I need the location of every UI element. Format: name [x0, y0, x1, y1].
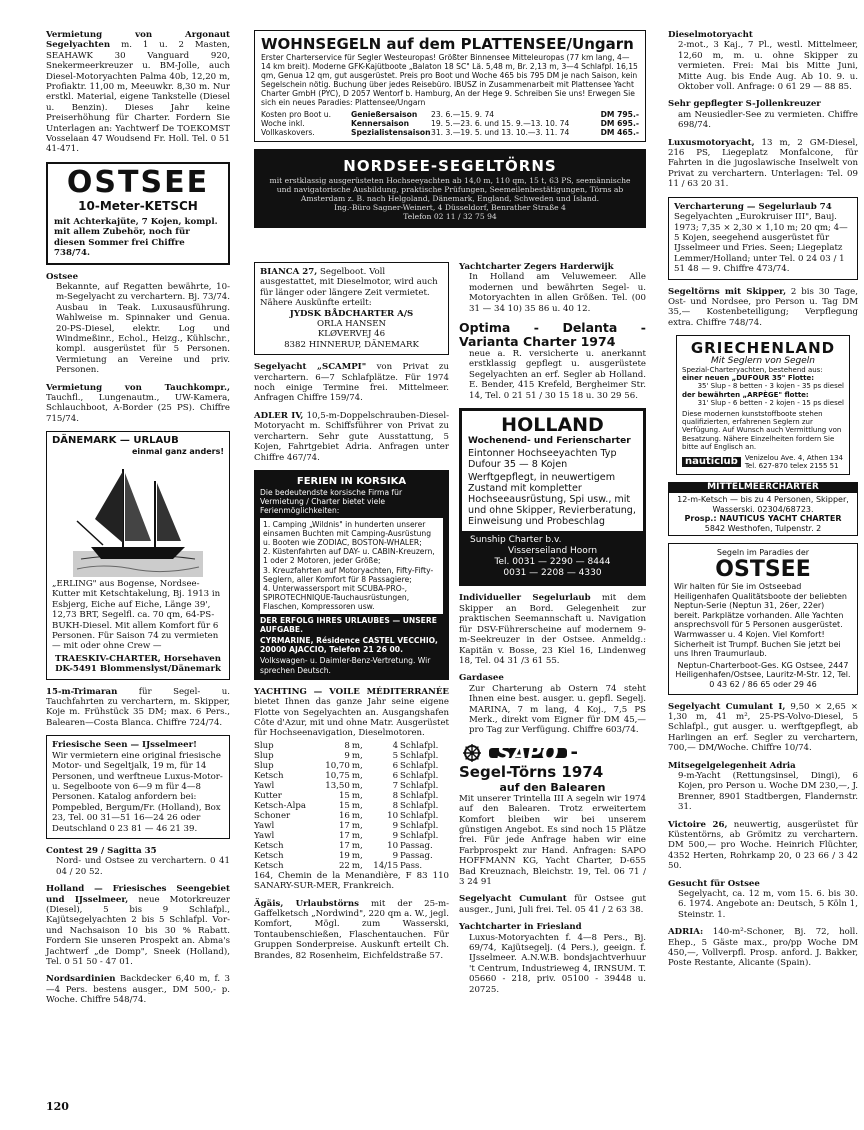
ad-lead: Gardasee: [459, 673, 504, 684]
ad-lead: Victoire 26,: [668, 819, 728, 830]
yacht-table-cell: 13,50: [325, 780, 350, 791]
ad-firm: CYRMARINE, Résidence CASTEL VECCHIO, 20000 AJACCIO, Telefon 21 26 00.: [260, 635, 438, 655]
ostsee-ketsch-ad: [46, 162, 230, 265]
price: DM 465.-: [600, 128, 639, 137]
price: DM 795.-: [600, 110, 639, 119]
ad-text: Zur Charterung ab Ostern 74 steht Ihnen eine best. ausger. u. gepfl. Segelj. MARINA, 7 m lang, 4 Koj., 7,5 PS Merk., direkt vom Eigner für DM 45,— pro Tag zur Verfügung. Chiffre 603/74.: [469, 683, 646, 736]
ad-text: 9-m-Yacht (Rettungsinsel, Dingi), 6 Kojen, pro Person u. Woche DM 230,—, J. Brenner, 8901 Stadtbergen, Flandernstr. 31.: [678, 770, 858, 813]
yacht-table-cell: m,: [351, 760, 363, 771]
yacht-table-cell: 16: [338, 810, 350, 821]
korsika-ad: [254, 470, 449, 680]
ad-text: „ERLING" aus Bogense, Nordsee-Kutter mit Ketschtakelung, Bj. 1913 in Esbjerg, Eiche auf Eiche, Länge 39', 12,73 BRT, Segelfl. ca. 70 qm, 64-PS-BUKH-Diesel. Mit allem Komfort für 6 Personen. Für Saison 74 zu vermieten — mit oder ohne Crew —: [52, 579, 221, 652]
yacht-table-row: [254, 791, 449, 801]
ad-lead: ADRIA:: [668, 927, 704, 938]
ad-lead: Segelyacht Cumulant I,: [668, 701, 786, 712]
yacht-table-row: [254, 861, 449, 871]
mittelmeer-ad: [668, 482, 858, 536]
ad-text: Luxus-Motoryachten f. 4—8 Pers., Bj. 69/74, Kajütsegelj. (4 Pers.), geeign. f. IJsselmeer. A.N.W.B. bondsjachtverhuur 't Centrum, Industrieweg 4, IRNSUM. T. 05660 - 218, priv. 05100 - 39448 u. 20725.: [469, 932, 646, 995]
yacht-table-row: [254, 751, 449, 761]
yacht-table-row: [254, 811, 449, 821]
ad-lead: Contest 29 / Sagitta 35: [46, 845, 157, 856]
ad-firm: Prosp.: NAUTICUS YACHT CHARTER: [684, 514, 842, 524]
ad-line: einer neuen „DUFOUR 35" Flotte:: [682, 373, 815, 382]
ad-title: GRIECHENLAND: [690, 339, 836, 358]
classified-ad: [254, 411, 449, 463]
yacht-table-cell: 4: [392, 740, 399, 751]
bianca-ad: [254, 262, 449, 355]
classified-ad: [668, 761, 858, 813]
ad-lead: Holland — Friesisches Seengebiet und IJsselmeer,: [46, 884, 230, 905]
ad-lead: Yachtcharter Zegers Harderwijk: [459, 262, 614, 272]
yacht-table-cell: Schlafpl.: [400, 760, 439, 771]
yacht-table-cell: m,: [351, 810, 363, 821]
yacht-table-cell: Schlafpl.: [400, 740, 439, 751]
ad-title: WOHNSEGELN auf dem PLATTENSEE/Ungarn: [261, 35, 634, 53]
yacht-table-cell: 10,70: [325, 760, 350, 771]
ad-text: Wir halten für Sie im Ostseebad Heiligenhafen Qualitätsboote der beliebten Neptun-Serie (Neptun 31, 26er, 22er) bereit. Parkplätze vorhanden. Alle Yachten ansprechsvoll für 5 Personen ausgerüstet. Warmwasser u. 4 Kojen. Viel Komfort! Sicherheit ist Trumpf. Buchen Sie jetzt bei uns Ihren Traumurlaub.: [674, 582, 847, 659]
ad-text: für Ostsee gut ausger., Juni, Juli frei. Tel. 05 41 / 2 63 38.: [459, 894, 646, 915]
ad-name: ORLA HANSEN: [316, 319, 387, 330]
ad-city: 8382 HINNERUP, DÄNEMARK: [284, 339, 419, 350]
ad-title: Segel-Törns 1974: [459, 762, 604, 781]
ad-title: Friesische Seen — IJsselmeer!: [52, 740, 197, 751]
yacht-table-cell: 17: [338, 820, 350, 831]
yacht-table-cell: Ketsch: [254, 850, 284, 861]
yacht-table-cell: Yawl: [254, 820, 275, 831]
classified-ad: [668, 30, 858, 92]
yacht-table-cell: m,: [351, 830, 363, 841]
dates: 19. 5.—23. 6. und 15. 9.—13. 10. 74: [431, 119, 570, 128]
ad-lead: Nordsardinien: [46, 974, 116, 985]
classified-ad: [46, 974, 230, 1005]
ad-address: Venizelou Ave. 4, Athen 134: [744, 453, 843, 462]
ad-address: 5842 Westhofen, Tulpenstr. 2: [704, 523, 822, 533]
yacht-table-cell: Slup: [254, 750, 274, 761]
yacht-table-cell: m,: [351, 780, 363, 791]
ad-text: mit der 25-m-Gaffelketsch „Nordwind", 220 qm a. W., jegl. Komfort, Mögl. zum Wasserski, Tontaubenschießen, Flaschentauchen. Für Gruppen Sonderpreise. Auskunft erteilt Ch. Brandes, 82 Rosenheim, Eichfeldstraße 57.: [254, 898, 449, 961]
ad-lead: YACHTING — VOILE MÉDITERRANÉE: [254, 686, 449, 697]
ad-text: mit erstklassig ausgerüsteten Hochseeyachten ab 14,0 m, 110 qm, 15 t, 63 PS, seemännische und navigatorische Ausbildung, praktische Prüfungen, Seemeilenbestätigungen, Törns ab Amsterdam z. B. nach Helgoland, Dänemark, England, Schweden und Island.: [269, 176, 631, 203]
ad-title: HOLLAND: [501, 414, 604, 437]
yacht-table-cell: 10: [387, 810, 399, 821]
ad-lead: Vermietung von Tauchkompr.,: [46, 382, 230, 393]
yacht-table-cell: 17: [338, 830, 350, 841]
yacht-table-cell: 9: [344, 750, 350, 761]
yacht-table-cell: 10,75: [325, 770, 350, 781]
ad-line: 35' Slup - 8 betten - 3 kojen - 35 ps diesel: [697, 382, 844, 391]
ad-title: MITTELMEERCHARTER: [669, 483, 857, 493]
daenemark-ad: [46, 431, 230, 679]
season: Kennersaison: [351, 119, 409, 128]
yacht-table-cell: Passag.: [400, 840, 433, 851]
ad-text: Werftgepflegt, in neuwertigem Zustand mit kompletter Hochseeausrüstung, Spi usw., mit und ohne Skipper, Revierberatung, Einweisung und Probeschlag: [468, 472, 636, 528]
ad-lead: Dieselmotoryacht: [668, 30, 753, 40]
ad-title: Optima - Delanta - Varianta Charter 1974: [459, 320, 646, 350]
ad-firm: TRAESKIV-CHARTER, Horsehaven DK-5491 Blommenslyst/Dänemark: [55, 653, 221, 675]
yacht-table-cell: Slup: [254, 740, 274, 751]
column-2b: [459, 262, 646, 1002]
yacht-table-row: [254, 821, 449, 831]
list-item: 4. Unterwassersport mit SCUBA-PRO-, SPIROTECHNIQUE-Tauchausrüstungen, Flaschen, Kompressoren usw.: [263, 583, 410, 612]
dates: 31. 3.—19. 5. und 13. 10.—3. 11. 74: [431, 128, 570, 137]
yacht-table-row: [254, 831, 449, 841]
yacht-table-cell: 19: [338, 850, 350, 861]
ad-text: 2-mot., 3 Kaj., 7 Pl., westl. Mittelmeer, 12,60 m, m. u. ohne Skipper zu vermieten. Frei: Mai bis Mitte Juni, Mitte Aug. bis Ende Aug. Ab 10. 9. u. Oktober voll. Anfrage: 0 61 29 — 88 85.: [678, 40, 858, 93]
ad-text: Diese modernen kunststoffboote stehen qualifizierten, erfahrenen Seglern zur Verfügung. Auf Wunsch auch Vermittlung von Besatzung. Nähere Einzelheiten fordern Sie bitte auf Englisch an.: [682, 409, 842, 452]
page-number: 120: [46, 1100, 69, 1113]
ad-text: von Privat zu verchartern. 6—7 Schlafplätze. Für 1974 noch einige Termine frei. Mittelmeer. Anfragen Chiffre 159/74.: [254, 362, 449, 404]
holland-dufour-ad: [459, 408, 646, 586]
yacht-table-cell: Schlafpl.: [400, 810, 439, 821]
ad-text: Nord- und Ostsee zu verchartern. 0 41 04 / 20 52.: [56, 856, 230, 877]
ad-firm: JYDSK BÅDCHARTER A/S: [289, 308, 414, 319]
ad-line: 31' Slup - 6 betten - 2 kojen - 15 ps diesel: [697, 399, 844, 408]
ad-text: 140-m²-Schoner, Bj. 72, holl. Ehep., 5 Gäste max., pro/pp Woche DM 450,—, Vollverpfl. Prosp. anford. J. Bakker, Poste Restante, Alicante (Spain).: [668, 927, 859, 969]
classified-ad: [668, 820, 858, 872]
ad-text: Wir vermietern eine original friesische Motor- und Segeltjalk, 19 m, für 14 Personen, und werftneue Luxus-Motor- u. Segelboote von 6—9 m für 4—8 Personen. Katalog anfordern bei: Pompebled, Bergum/Fr. (Holland), Box 23, Tel. 00 31—51 16—24 26 oder Deutschland 0 23 81 — 46 21 39.: [52, 750, 223, 834]
ad-phone: Tel. 627-870 telex 2155 51: [744, 462, 839, 471]
ad-subtitle: Mit Seglern von Segeln: [710, 356, 816, 367]
friesische-seen-ad: [46, 735, 230, 839]
ad-text: neue Motorkreuzer (Diesel), 5 bis 9 Schlafpl., Kajütsegelyachten 2 bis 5 Schlafpl. Vor- und Nachsaison 10 bis 30 % Rabatt. Fordern Sie unseren Prospekt an. Abma's Jachtwerf „de Domp", Sneek (Holland), Tel. 0 51 50 - 47 01.: [46, 894, 231, 967]
ad-lead: Segeltörns mit Skipper,: [668, 286, 787, 297]
classified-ad: [459, 922, 646, 995]
ad-lead: Mitsegelgelegenheit Adria: [668, 760, 796, 771]
yacht-table-cell: 6: [392, 770, 399, 781]
yacht-table-cell: 15: [338, 790, 350, 801]
ad-text: Tauchfl., Lungenautm., UW-Kamera, Schlauchboot, A-Border (25 PS). Chiffre 715/74.: [46, 392, 230, 424]
classified-ad: [46, 30, 230, 155]
ad-phone: 0031 — 2208 — 4330: [503, 568, 602, 579]
ad-text: am Neusiedler-See zu vermieten. Chiffre 698/74.: [678, 109, 858, 131]
ad-pre: Segeln im Paradies der: [716, 548, 810, 558]
ad-text: mit dem Skipper an Bord. Gelegenheit zur praktischen Seemannschaft u. Navigation für DSV-Führerscheine auf modernem 9-m-Seekreuzer in der Ostsee. Anmeldg.: Kapitän v. Bosse, 23 Kiel 16, Lindenweg 18, Tel. 04 31 /3 61 55.: [459, 593, 647, 666]
ad-line: Eintonner Hochseeyachten Typ Dufour 35 — 8 Kojen: [468, 448, 617, 471]
ad-slogan: DER ERFOLG IHRES URLAUBES — UNSERE AUFGABE.: [260, 615, 437, 634]
ad-subtitle: auf den Balearen: [499, 780, 606, 794]
classified-ad: [459, 673, 646, 735]
ad-address: Visserseiland Hoorn: [507, 546, 598, 557]
ad-lead: Vermietung von Argonaut Segelyachten: [46, 30, 230, 51]
ad-contact: Ing.-Büro Sagner-Weinert, 4 Düsseldorf, Benrather Straße 4: [334, 203, 566, 212]
ad-title: OSTSEE: [715, 557, 811, 582]
ad-lead: Segelyacht „SCAMPI": [254, 362, 367, 373]
yacht-table-cell: 9: [392, 820, 399, 831]
yacht-table-cell: m,: [351, 850, 363, 861]
yacht-table-row: [254, 851, 449, 861]
ad-subtitle: 10-Meter-KETSCH: [78, 198, 198, 213]
ad-line: der bewährten „ARPÈGE" flotte:: [682, 390, 809, 399]
ad-lead: Ostsee: [46, 271, 79, 282]
ad-phone: Telefon 02 11 / 32 75 94: [403, 212, 497, 221]
yacht-table-cell: Passag.: [400, 850, 433, 861]
yacht-table-cell: 8: [392, 790, 399, 801]
yacht-table-cell: Schlafpl.: [400, 830, 439, 841]
classified-ad: [46, 383, 230, 425]
yacht-table-cell: 10: [387, 840, 399, 851]
ad-text: Bekannte, auf Regatten bewährte, 10-m-Segelyacht zu verchartern. Bj. 73/74. Ausbau in Teak. Luxusausführung. Wahlweise m. Spinnaker und Genua. 20-PS-Diesel, elektr. Log und Windmeßinr., Echol., Heizg., Kühlschr., kompl. ausgerüstet für 5 Personen. Vermietung an Vereine und priv. Personen.: [56, 281, 230, 376]
sailboat-illustration: [73, 459, 203, 577]
ad-firm: Neptun-Charterboot-Ges. KG Ostsee, 2447 Heiligenhafen/Ostsee, Lauritz-M-Str. 12, Tel. 0 43 62 / 86 65 oder 29 46: [675, 660, 851, 689]
ad-text: neuwertig, ausgerüstet für Küstentörns, ab Grömitz zu verchartern. DM 500,— pro Woche. Heinrich Flüchter, 4352 Herten, Rohrkamp 20, 0 23 66 / 3 42 50.: [668, 819, 859, 872]
ad-title: DÄNEMARK — URLAUB: [52, 435, 179, 447]
ad-firm: Sunship Charter b.v.: [470, 535, 562, 546]
yacht-table-cell: Yawl: [254, 830, 275, 841]
ad-lead: BIANCA 27,: [260, 267, 318, 277]
yacht-table-cell: Ketsch: [254, 840, 284, 851]
classified-ad: [668, 702, 858, 754]
ad-lead: Gesucht für Ostsee: [668, 878, 760, 889]
ad-intro: Spezial-Charteryachten, bestehend aus:: [682, 365, 823, 374]
ad-intro: Die bedeutendste korsische Firma für Vermietung / Charter bietet viele Ferienmöglichkeiten:: [260, 487, 403, 516]
nauticlub-logo: nauticlub: [682, 457, 741, 467]
column-1: [46, 30, 230, 1013]
ad-title: OSTSEE: [66, 164, 210, 200]
yacht-table-cell: 7: [392, 780, 399, 791]
classified-ad: [254, 362, 449, 404]
classified-ad: [668, 879, 858, 921]
classified-ad: [254, 899, 449, 961]
classified-ad: [668, 138, 858, 190]
yacht-table-cell: 22: [338, 860, 350, 871]
yacht-table-cell: m,: [351, 840, 363, 851]
plattensee-ad: [254, 30, 646, 142]
ad-text: Erster Charterservice für Segler Westeuropas! Größter Binnensee Mitteleuropas (77 km lang, 4—14 km breit). Moderne GFK-Kajütboote „Balaton 18 SC" Lä. 5,48 m, Br. 2,13 m, 3—4 Schlafpl. 16,15 qm, Genua 12 qm, gut ausgerüstet. Preis pro Boot und Woche 465 bis 795 DM je nach Saison, kein Segelschein nötig. Buchung über jedes Reisebüro. IBUSZ in Zusammenarbeit mit Plattensee Yacht Charter GmbH (PYC), D 2057 Wentorf b. Hamburg, An der Hege 9. Schreiben Sie uns! Erwegen Sie sich ein neues Paradies: Plattensee/Ungarn: [261, 53, 638, 107]
ad-lead: Sehr gepflegter S-Jollenkreuzer: [668, 99, 821, 110]
ad-text: Backdecker 6,40 m, f. 3—4 Pers. bestens ausger., DM 500,- p. Woche. Chiffre 548/74.: [46, 974, 230, 1006]
ad-address: 164, Chemin de la Menandière, F 83 110 SANARY-SUR-MER, Frankreich.: [254, 870, 449, 892]
ad-text: für Segel- u. Tauchfahrten zu verchartern, m. Skipper, Koje m. Frühstück 35 DM; max. 6 Pers., Balearen—Costa Blanca. Chiffre 724/74.: [46, 686, 230, 728]
ad-street: KLØVERVEJ 46: [317, 329, 386, 340]
season: Spezialistensaison: [351, 128, 431, 137]
yacht-table-cell: Schlafpl.: [400, 780, 439, 791]
ad-text: 13 m, 2 GM-Diesel, 216 PS, Liegeplatz Monfalcone, für Fahrten in die jugoslawische Inselwelt von Privat zu verchartern. Unterlagen: Tel. 09 11 / 63 20 31.: [668, 137, 859, 190]
ad-text: mit Achterkajüte, 7 Kojen, kompl. mit allem Zubehör, noch für diesen Sommer frei Chiffre 738/74.: [54, 216, 218, 259]
yacht-table-cell: 5: [392, 750, 399, 761]
list-item: 2. Küstenfahrten auf DAY- u. CABIN-Kreuzern, 1 oder 2 Motoren, jeder Größe;: [263, 547, 435, 566]
yacht-table-cell: 8: [344, 740, 350, 751]
yacht-table-cell: m,: [351, 770, 363, 781]
yacht-table-row: [254, 761, 449, 771]
ad-title: FERIEN IN KORSIKA: [296, 475, 407, 487]
classified-ad: [668, 287, 858, 329]
ad-text: bietet Ihnen das ganze Jahr seine eigene Flotte von Segelyachten an. Ausgangshafen Côte d'Azur, mit und ohne Matr. Ausgerüstet für Hochseenavigation, Dieselmotoren.: [254, 697, 450, 739]
yacht-table-cell: Schoner: [254, 810, 291, 821]
ad-foot: Volkswagen- u. Daimler-Benz-Vertretung. Wir sprechen Deutsch.: [260, 656, 431, 675]
optima-ad: [459, 321, 646, 401]
yacht-table-cell: Slup: [254, 760, 274, 771]
yacht-table-cell: Schlafpl.: [400, 800, 439, 811]
ad-text: Segelyachten „Eurokruiser III", Bauj. 1973; 7,35 × 2,30 × 1,10 m; 20 qm; 4—5 Kojen, seegehend ausgerüstet für IJsselmeer und Fries. Seen; Liegeplatz Lemmer/Holland; unter Tel. 0 24 03 / 1 51 48 — 9. Chiffre 473/74.: [674, 212, 848, 275]
ad-text: In Holland am Veluwemeer. Alle modernen und bewährten Segel- u. Motoryachten in allen Größen. Tel. (00 31 — 34 10) 35 86 u. 40 12.: [469, 272, 646, 314]
ad-text: neue a. R. versicherte u. anerkannt erstklassig gepflegt u. ausgerüstete Segelyachten an erf. Segler ab Holland. E. Bender, 415 Krefeld, Bergheimer Str. 14, Tel. 0 21 51 / 30 15 18 u. 30 29 56.: [469, 349, 646, 401]
price-table: [351, 110, 639, 137]
yacht-table-cell: 6: [392, 760, 399, 771]
yacht-table-row: [254, 771, 449, 781]
ad-lead: 15-m-Trimaran: [46, 686, 118, 697]
yacht-table-cell: Kutter: [254, 790, 282, 801]
yacht-table-cell: Schlafpl.: [400, 750, 439, 761]
ad-lead: Ägäis, Urlaubstörns: [254, 898, 359, 909]
list-item: 3. Kreuzfahrten auf Motoryachten, Fifty-Fifty-Seglern, aller Komfort für 8 Passagiere;: [263, 565, 434, 584]
sapo-logo: SAPO: [489, 748, 567, 758]
yacht-table-cell: m,: [351, 820, 363, 831]
yacht-table-cell: 9: [392, 830, 399, 841]
yacht-table: [254, 741, 449, 871]
ad-list: [260, 518, 443, 614]
ad-text: Segelboot. Voll ausgestattet, mit Dieselmotor, wird auch für länger oder längere Zeit vermietet. Nähere Auskünfte erteilt:: [260, 267, 438, 309]
ad-title: NORDSEE-SEGELTÖRNS: [343, 157, 557, 175]
vercharterung-ad: [668, 197, 858, 280]
yacht-table-cell: 8: [392, 800, 399, 811]
yacht-table-cell: Schlafpl.: [400, 820, 439, 831]
ad-text: m. 1 u. 2 Masten, SEAHAWK 30 Vanguard 920, Snekermeerkreuzer u. BM-Jolle, auch Diesel-Motoryachten Palma 40b, 12,20 m, Profiaktr. 11,00 m, Meeuwkr. 8,30 m. Nur erstkl. Material, eigene Tankstelle (Diesel u. Benzin). Dieses Jahr keine Preiserhöhung für Charter. Fordern Sie Unterlagen an: Yachtwerf De TOEKOMST Vosselaan 47 Woudsend Fr. Holl. Tel. 0 51 41-471.: [46, 40, 231, 155]
classified-ad: [46, 687, 230, 729]
ad-text: 2 bis 30 Tage, Ost- und Nordsee, pro Person u. Tag DM 35,— Kostenbeteiligung; Verpflegung extra. Chiffre 748/74.: [668, 286, 858, 328]
ad-lead: Individueller Segelurlaub: [459, 593, 591, 604]
ad-lead: Segelyacht Cumulant: [459, 894, 567, 905]
ostsee-paradies-ad: [668, 543, 858, 694]
yacht-table-row: [254, 741, 449, 751]
griechenland-ad: [676, 335, 850, 475]
ad-lead: Luxusmotoryacht,: [668, 137, 755, 148]
yacht-table-cell: Ketsch-Alpa: [254, 800, 306, 811]
yacht-table-cell: Ketsch: [254, 770, 284, 781]
price: DM 695.-: [600, 119, 639, 128]
ad-lead: Vercharterung — Segelurlaub 74: [674, 201, 832, 212]
ad-subtitle: einmal ganz anders!: [132, 446, 224, 456]
ad-lead: Yachtcharter in Friesland: [459, 922, 582, 933]
nordsee-ad: [254, 149, 646, 228]
column-2-top: [254, 30, 646, 235]
ad-text: 10,5-m-Doppelschrauben-Diesel-Motoryacht m. Schiffsführer von Privat zu verchartern. Sehr gute Ausstattung, 5 Kojen, Fahrtgebiet Adria. Anfragen unter Chiffre 467/74.: [254, 410, 449, 463]
yacht-table-cell: Ketsch: [254, 860, 284, 871]
classified-ad: [46, 846, 230, 877]
yacht-table-cell: Schlafpl.: [400, 790, 439, 801]
yacht-table-cell: 15: [338, 800, 350, 811]
classified-ad: [254, 687, 449, 739]
classified-ad: [668, 99, 858, 130]
price-label: Kosten pro Boot u. Woche inkl. Vollkaskovers.: [261, 110, 332, 137]
ad-contact: [462, 531, 643, 583]
ad-subtitle: Wochenend- und Ferienscharter: [468, 436, 631, 447]
yacht-table-cell: m,: [351, 790, 363, 801]
yacht-table-row: [254, 841, 449, 851]
yacht-table-cell: m,: [351, 740, 363, 751]
list-item: 1. Camping „Wildnis" in hunderten unserer einsamen Buchten mit Camping-Ausrüstung u. Booten wie ZODIAC, BOSTON-WHALER;: [263, 519, 432, 547]
yacht-table-cell: m,: [351, 800, 363, 811]
ad-text: Segelyacht, ca. 12 m, vom 15. 6. bis 30. 6. 1974. Angebote an: Deutsch, 5 Köln 1, Steinstr. 1.: [678, 889, 858, 920]
ad-lead: ADLER IV,: [254, 410, 304, 421]
column-2a: [254, 262, 449, 968]
sapo-ad: SAPO - Segel-Törns 1974 auf den Balearen Mit unserer Trintella III A segeln wir 1974 auf den Balearen. Trotz erweitertem Komfort bleiben wir bei unserem günstigen Angebot. Es sind noch 15 Plätze frei. Für jede Anfrage haben wir eine Farbprospekt zur Hand. Anfragen: SAPO HOFFMANN KG, Yacht Charter, D-655 Bad Kreuznach, Bleichstr. 19, Tel. 06 71 / 3 24 91: [459, 740, 646, 887]
classified-ad: [668, 927, 858, 969]
yacht-table-cell: Schlafpl.: [400, 770, 439, 781]
yacht-table-row: [254, 781, 449, 791]
yacht-table-cell: 17: [338, 840, 350, 851]
ship-wheel-icon: [459, 743, 485, 763]
season: Genießersaison: [351, 110, 418, 119]
yacht-table-row: [254, 801, 449, 811]
classified-ad: [46, 884, 230, 967]
ad-text: Mit unserer Trintella III A segeln wir 1974 auf den Balearen. Trotz erweitertem Komfort bleiben wir bei unserem günstigen Angebot. Es sind noch 15 Plätze frei. Für jede Anfrage haben wir eine Farbprospekt zur Hand. Anfragen: SAPO HOFFMANN KG, Yacht Charter, D-655 Bad Kreuznach, Bleichstr. 19, Tel. 06 71 / 3 24 91: [459, 793, 646, 887]
classified-ad: [46, 272, 230, 376]
classified-ad: [459, 262, 646, 314]
yacht-table-cell: m,: [351, 750, 363, 761]
yacht-table-cell: Yawl: [254, 780, 275, 791]
ad-text: 9,50 × 2,65 × 1,30 m, 41 m², 25-PS-Volvo-Diesel, 5 Schlafpl., gut ausger. u. werftgepflegt, ab Harlingen an erf. Segler zu verchartern, 700,— DM/Woche. Chiffre 10/74.: [668, 701, 858, 754]
column-4: [668, 30, 858, 976]
yacht-table-cell: 9: [392, 850, 399, 861]
classified-ad: [459, 593, 646, 666]
classified-ad: [459, 894, 646, 915]
ad-text: 12-m-Ketsch — bis zu 4 Personen, Skipper, Wasserski. 02304/68723.: [677, 495, 849, 514]
yacht-table-cell: m,: [351, 860, 363, 871]
yacht-table-cell: 14/15: [373, 860, 399, 871]
ad-phone: Tel. 0031 — 2290 — 8444: [494, 557, 611, 568]
dates: 23. 6.—15. 9. 74: [431, 110, 495, 119]
yacht-table-cell: Pass.: [400, 860, 423, 871]
